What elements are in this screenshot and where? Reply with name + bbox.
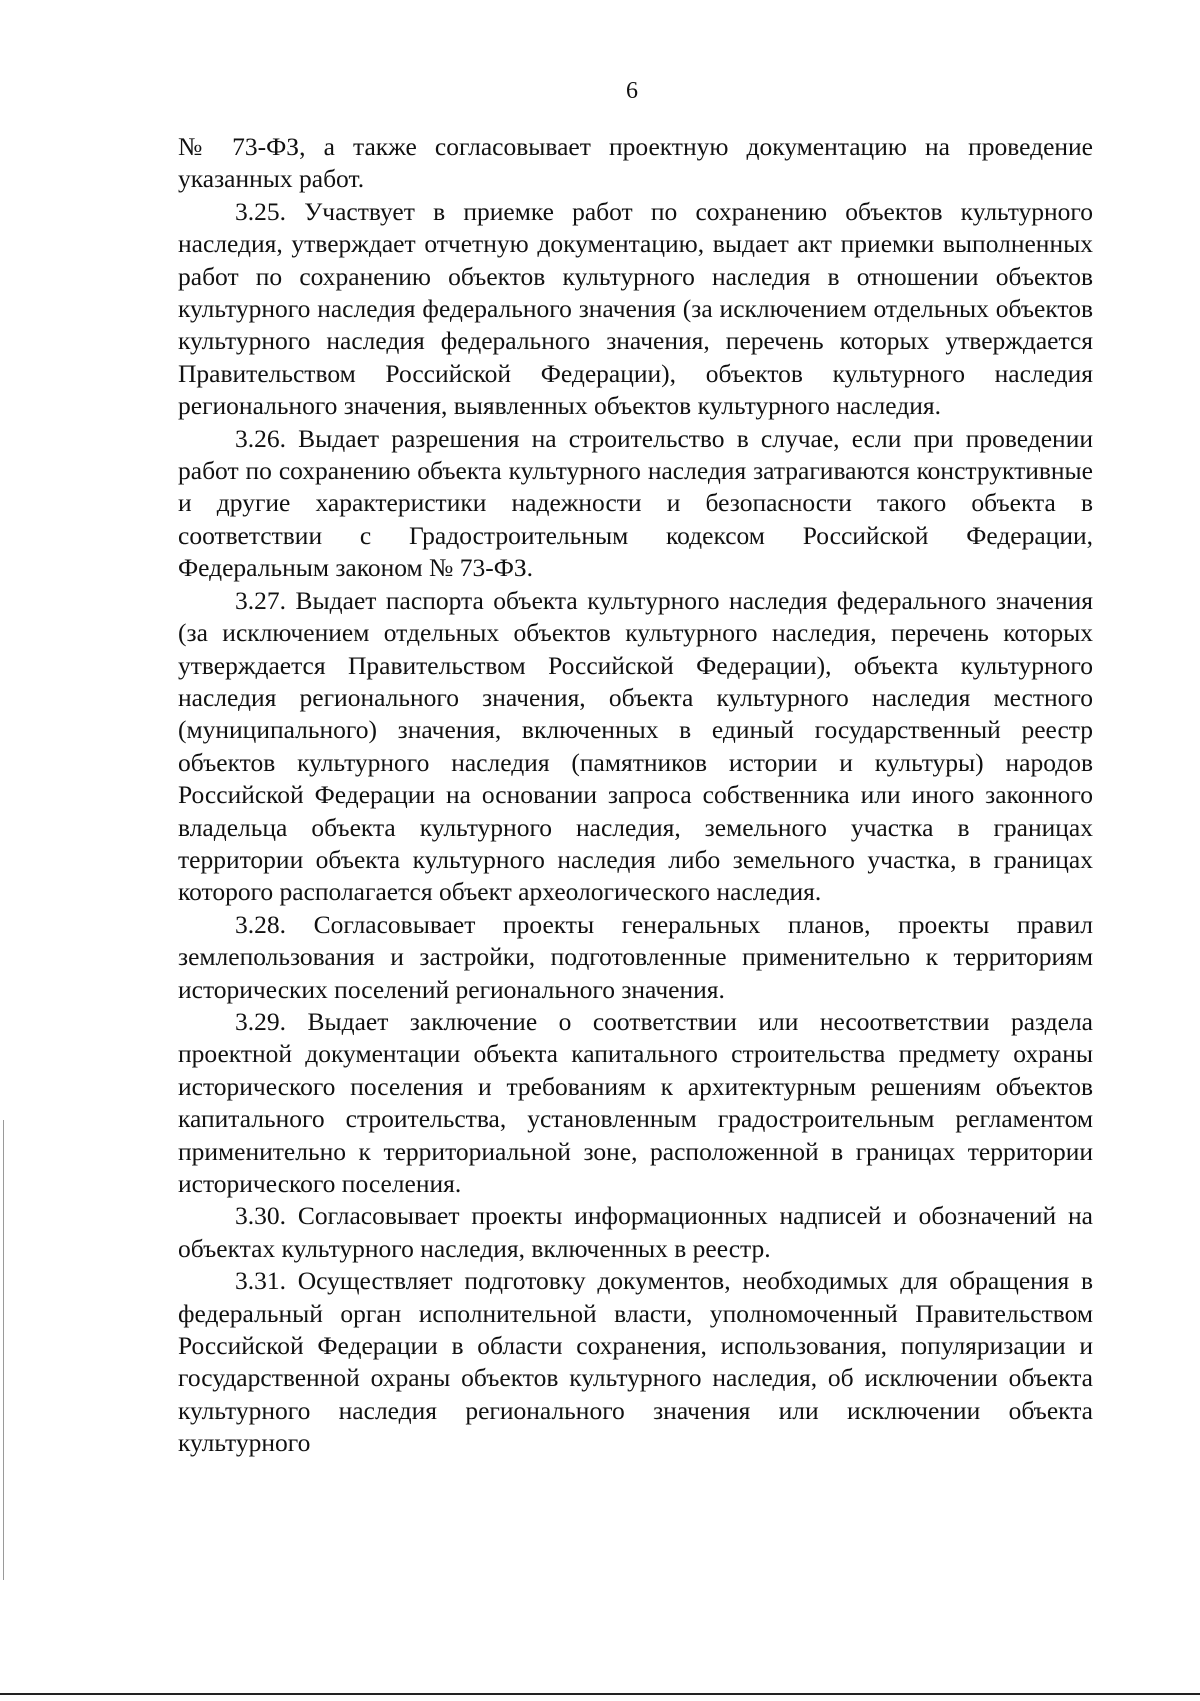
- document-body: [178, 131, 1093, 1460]
- paragraph-3-26: 3.26. Выдает разрешения на строительство в случае, если при проведении работ по сохранению объекта культурного наследия затрагиваются конструктивные и другие характеристики надежности и безопасности такого объекта в соответствии с Градостроительным кодексом Российской Федерации, Федеральным законом № 73-ФЗ.: [178, 423, 1093, 583]
- paragraph-3-28: 3.28. Согласовывает проекты генеральных планов, проекты правил землепользования и застройки, подготовленные применительно к территориям исторических поселений регионального значения.: [178, 909, 1093, 1004]
- paragraph-3-31: 3.31. Осуществляет подготовку документов, необходимых для обращения в федеральный орган исполнительной власти, уполномоченный Правительством Российской Федерации в области сохранения, использования, популяризации и государственной охраны объектов культурного наследия, об исключении объекта культурного наследия регионального значения или исключении объекта культурного: [178, 1266, 1093, 1458]
- paragraph-3-30: 3.30. Согласовывает проекты информационных надписей и обозначений на объектах культурного наследия, включенных в реестр.: [178, 1201, 1093, 1263]
- paragraph-3-25: 3.25. Участвует в приемке работ по сохранению объектов культурного наследия, утверждает отчетную документацию, выдает акт приемки выполненных работ по сохранению объектов культурного наследия в отношении объектов культурного наследия федерального значения (за исключением отдельных объектов культурного наследия федерального значения, перечень которых утверждается Правительством Российской Федерации), объектов культурного наследия регионального значения, выявленных объектов культурного наследия.: [178, 196, 1093, 421]
- scan-edge-bottom: [0, 1693, 1200, 1695]
- paragraph-continuation: № 73-ФЗ, а также согласовывает проектную документацию на проведение указанных работ.: [178, 132, 1093, 194]
- paragraph-3-29: 3.29. Выдает заключение о соответствии или несоответствии раздела проектной документации объекта капитального строительства предмету охраны исторического поселения и требованиям к архитектурным решениям объектов капитального строительства, установленным градостроительным регламентом применительно к территориальной зоне, расположенной в границах территории исторического поселения.: [178, 1006, 1093, 1198]
- scan-edge-left: [3, 1120, 4, 1580]
- paragraph-3-27: 3.27. Выдает паспорта объекта культурного наследия федерального значения (за исключением отдельных объектов культурного наследия, перечень которых утверждается Правительством Российской Федерации), объекта культурного наследия регионального значения, объекта культурного наследия местного (муниципального) значения, включенных в единый государственный реестр объектов культурного наследия (памятников истории и культуры) народов Российской Федерации на основании запроса собственника или иного законного владельца объекта культурного наследия, земельного участка в границах территории объекта культурного наследия либо земельного участка, в границах которого располагается объект археологического наследия.: [178, 585, 1093, 907]
- page-number: 6: [626, 78, 638, 104]
